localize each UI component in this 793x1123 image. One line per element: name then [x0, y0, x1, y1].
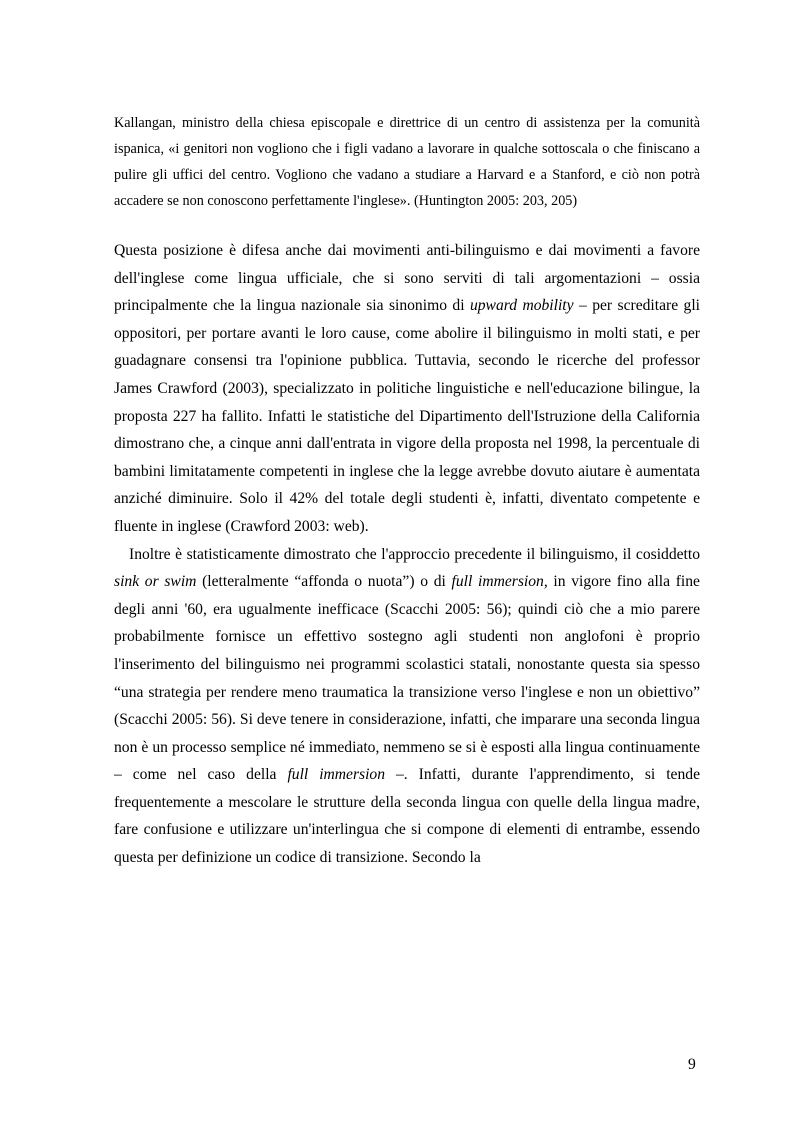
body-text	[114, 237, 700, 872]
paragraph-2-text-c: in vigore fino alla fine degli anni '60, era ugualmente inefficace (Scacchi 2005: 56); quindi ciò che a mio parere probabilmente fornisce un effettivo sostegno agli studenti non anglofoni è proprio l'inserimento del bilinguismo nei programmi scolastici statali, nonostante questa sia spesso “una strategia per rendere meno traumatica la transizione verso l'inglese e non un obiettivo” (Scacchi 2005: 56). Si deve tenere in considerazione, infatti, che imparare una seconda lingua non è un processo semplice né immediato, nemmeno se si è esposti alla lingua continuamente – come nel caso della	[114, 573, 700, 784]
paragraph-1-text-a: Questa posizione è difesa anche dai movimenti anti-bilinguismo e dai movimenti a favore dell'inglese come lingua ufficiale, che si sono serviti di tali argomentazioni – ossia principalmente che la lingua nazionale sia sinonimo di	[114, 242, 700, 315]
paragraph-1-text-b: – per screditare gli oppositori, per portare avanti le loro cause, come abolire il bilinguismo in molti stati, e per guadagnare consensi tra l'opinione pubblica. Tuttavia, secondo le ricerche del professor James Crawford (2003), specializzato in politiche linguistiche e nell'educazione bilingue, la proposta 227 ha fallito. Infatti le statistiche del Dipartimento dell'Istruzione della California dimostrano che, a cinque anni dall'entrata in vigore della proposta nel 1998, la percentuale di bambini limitatamente competenti in inglese che la legge avrebbe dovuto aiutare è aumentata anziché diminuire. Solo il 42% del totale degli studenti è, infatti, diventato competente e fluente in inglese (Crawford 2003: web).	[114, 297, 700, 535]
paragraph-1	[114, 237, 700, 541]
paragraph-2	[114, 541, 700, 872]
paragraph-2-text-b: (letteralmente “affonda o nuota”) o di	[196, 573, 452, 591]
term-full-immersion: full immersion,	[451, 573, 548, 591]
term-sink-or-swim: sink or swim	[114, 573, 197, 591]
term-upward-mobility: upward mobility	[469, 297, 574, 315]
quote-text: Kallangan, ministro della chiesa episcopale e direttrice di un centro di assistenza per la comunità ispanica, «i genitori non vogliono che i figli vadano a lavorare in qualche sottoscala o che finiscano a pulire gli uffici del centro. Vogliono che vadano a studiare a Harvard e a Stanford, e ciò non potrà accadere se non conoscono perfettamente l'inglese». (Huntington 2005: 203, 205)	[114, 115, 700, 209]
page-number: 9	[688, 1056, 696, 1073]
block-quote	[114, 110, 700, 214]
paragraph-2-text-a: Inoltre è statisticamente dimostrato che l'approccio precedente il bilinguismo, il cosiddetto	[129, 545, 700, 563]
paragraph-2-text-d: –. Infatti, durante l'apprendimento, si tende frequentemente a mescolare le strutture della seconda lingua con quelle della lingua madre, fare confusione e utilizzare un'interlingua che si compone di elementi di entrambe, essendo questa per definizione un codice di transizione. Secondo la	[114, 766, 700, 867]
term-full-immersion-2: full immersion	[287, 766, 386, 784]
